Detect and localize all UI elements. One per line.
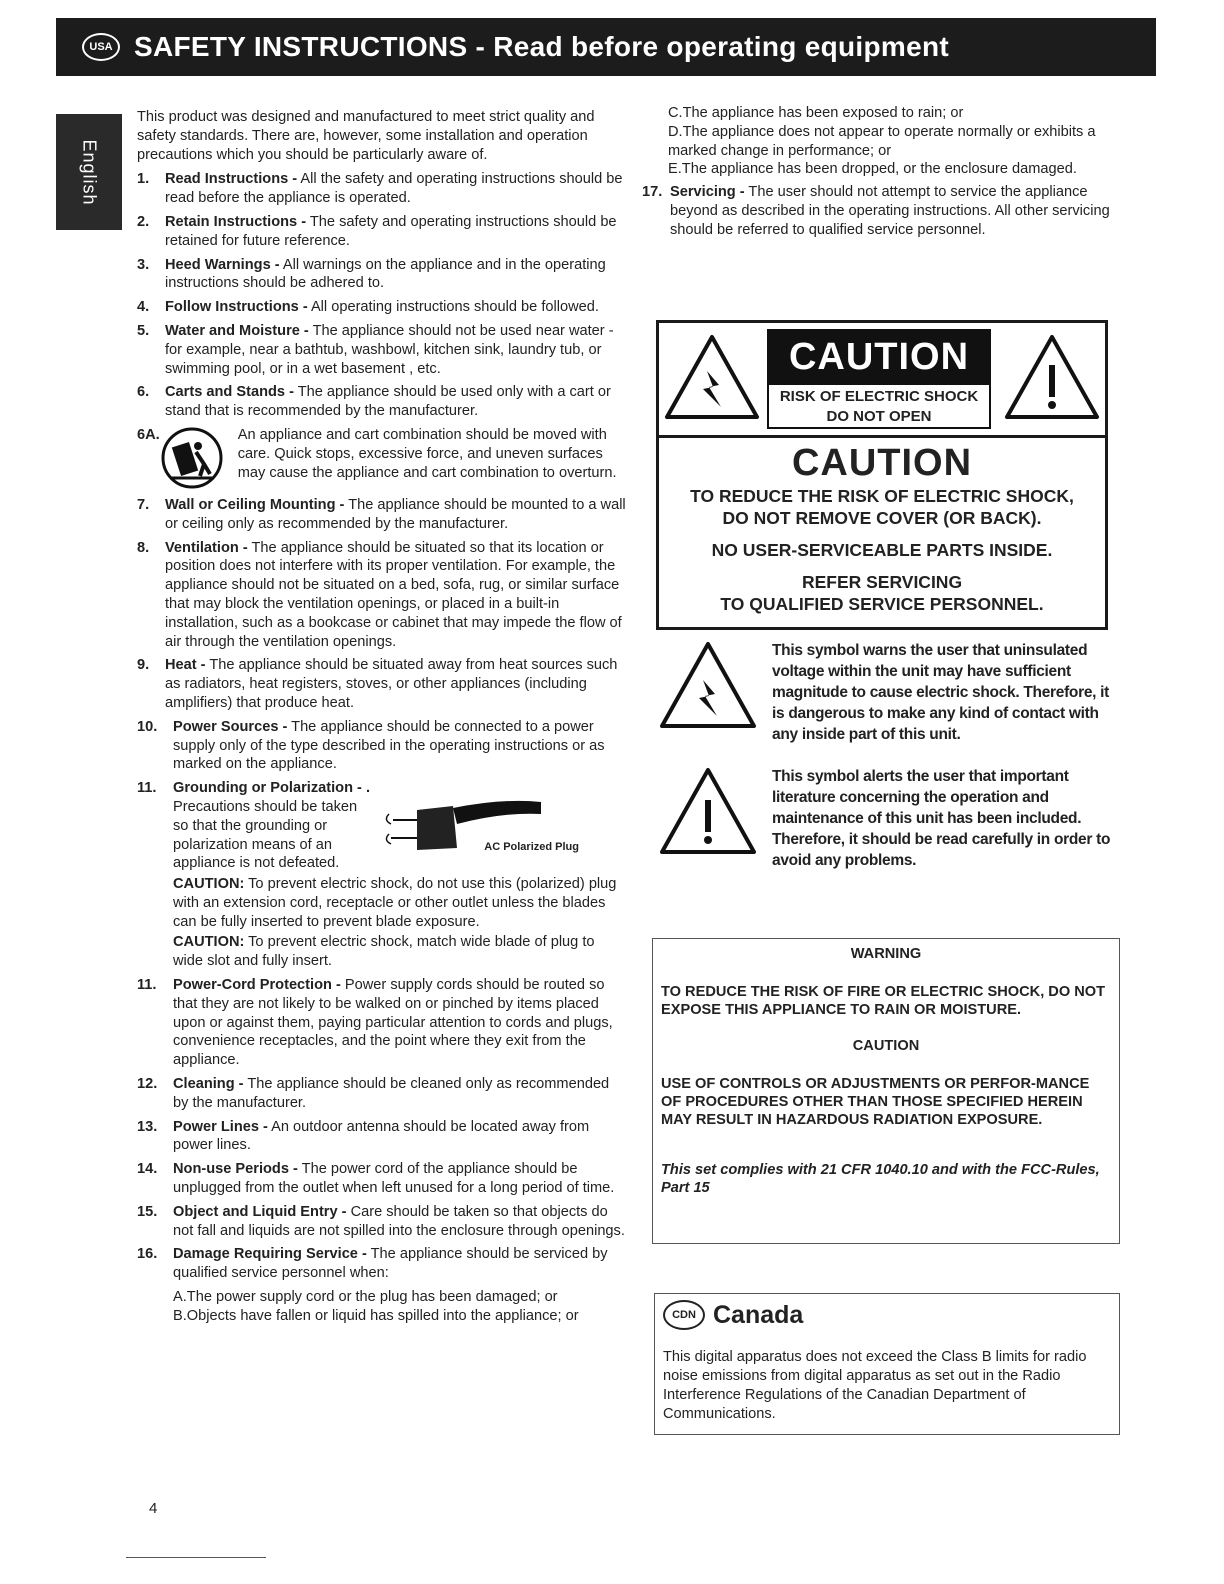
item-title: Water and Moisture - xyxy=(165,322,309,339)
caution-label: CAUTION: xyxy=(173,934,245,951)
item-number: 16. xyxy=(137,1246,158,1263)
item-number: 11. xyxy=(137,780,157,797)
symbol-2-text: This symbol alerts the user that important literature concerning the operation and maintenance of this unit has been included. Therefore, it should be read carefully in order to avoid any problems. xyxy=(772,768,1111,869)
item-text: Power supply cords should be routed so that they are not likely to be walked on or pinched by items placed upon or against them, paying particular attention to cords and plugs, convenience receptacles, and the point where they exit from the appliance. xyxy=(173,977,613,1069)
exclamation-warning-icon xyxy=(1003,333,1101,421)
item-title: Non-use Periods - xyxy=(173,1161,298,1178)
item-title: Retain Instructions - xyxy=(165,213,307,230)
ac-plug-figure xyxy=(383,798,583,858)
item-number: 4. xyxy=(137,299,150,316)
item-text: The appliance should be mounted to a wall or ceiling only as recommended by the manufacturer. xyxy=(165,496,626,532)
item-text: The power cord of the appliance should be unplugged from the outlet when left unused for a long period of time. xyxy=(173,1161,615,1197)
item-number: 10. xyxy=(137,718,158,735)
warning-text: TO REDUCE THE RISK OF FIRE OR ELECTRIC SHOCK, DO NOT EXPOSE THIS APPLIANCE TO RAIN OR MOISTURE. xyxy=(661,984,1106,1018)
electric-shock-symbol-icon xyxy=(658,640,758,730)
canada-title: Canada xyxy=(713,1300,804,1329)
item-11-grounding xyxy=(137,779,627,971)
plug-label: AC Polarized Plug xyxy=(484,840,579,853)
item-number: 8. xyxy=(137,539,150,556)
list-item xyxy=(137,1203,627,1241)
item-17 xyxy=(642,183,1110,239)
list-item xyxy=(137,496,627,534)
item-16-b: B.Objects have fallen or liquid has spilled into the appliance; or xyxy=(173,1307,579,1324)
warning-box xyxy=(652,938,1120,1244)
list-item xyxy=(137,1160,627,1198)
item-title: Wall or Ceiling Mounting - xyxy=(165,496,345,513)
risk-line-2: DO NOT OPEN xyxy=(826,408,932,425)
caution-line-4: REFER SERVICING xyxy=(801,572,963,592)
list-item xyxy=(137,976,627,1070)
item-number: 14. xyxy=(137,1161,158,1178)
caution-title: CAUTION xyxy=(852,1038,920,1054)
list-item xyxy=(137,383,627,421)
page-title: SAFETY INSTRUCTIONS - Read before operating equipment xyxy=(134,31,950,62)
list-item xyxy=(137,170,627,208)
caution-line-3: NO USER-SERVICEABLE PARTS INSIDE. xyxy=(711,540,1053,560)
list-item xyxy=(137,1245,627,1283)
caution-label-box xyxy=(656,320,1108,630)
electric-shock-warning-icon xyxy=(663,333,761,421)
item-title: Carts and Stands - xyxy=(165,384,294,401)
canada-text: This digital apparatus does not exceed the Class B limits for radio noise emissions from digital apparatus as set out in the Radio Interference Regulations of the Canadian Department of Communications. xyxy=(663,1349,1087,1422)
list-item xyxy=(137,213,627,251)
symbol-1-text: This symbol warns the user that uninsulated voltage within the unit may have sufficient magnitude to cause electric shock. Therefore, it is dangerous to make any kind of contact with any inside part of this unit. xyxy=(772,642,1110,743)
item-number: 6A. xyxy=(137,426,160,443)
item-16-d: D.The appliance does not appear to operate normally or exhibits a marked change in performance; or xyxy=(668,123,1096,159)
item-title: Power-Cord Protection - xyxy=(173,977,341,994)
item-title: Power Lines - xyxy=(173,1118,268,1135)
item-number: 3. xyxy=(137,256,150,273)
item-title: Damage Requiring Service - xyxy=(173,1246,367,1263)
item-number: 6. xyxy=(137,384,150,401)
page-number: 4 xyxy=(149,1500,158,1517)
list-item xyxy=(137,539,627,652)
item-text: All warnings on the appliance and in the operating instructions should be adhered to. xyxy=(165,256,606,292)
item-title: Ventilation - xyxy=(165,539,248,556)
risk-line-1: RISK OF ELECTRIC SHOCK xyxy=(779,388,979,405)
item-text: The appliance should be used only with a cart or stand that is recommended by the manufacturer. xyxy=(165,384,611,420)
item-title: Cleaning - xyxy=(173,1076,244,1093)
item-6a-text: An appliance and cart combination should be moved with care. Quick stops, excessive force, and uneven surfaces may cause the appliance and cart combination to overturn. xyxy=(237,426,617,481)
item-number: 11. xyxy=(137,977,157,994)
item-number: 15. xyxy=(137,1203,158,1220)
caution-line-2: DO NOT REMOVE COVER (OR BACK). xyxy=(722,508,1042,528)
item-title: Grounding or Polarization - . xyxy=(173,780,371,797)
caution-line-5: TO QUALIFIED SERVICE PERSONNEL. xyxy=(720,594,1044,614)
caution-label: CAUTION xyxy=(767,329,991,385)
item-title: Read Instructions - xyxy=(165,171,298,188)
caution-line-1: TO REDUCE THE RISK OF ELECTRIC SHOCK, xyxy=(690,486,1074,506)
warning-title: WARNING xyxy=(850,946,922,962)
caution-text: To prevent electric shock, do not use this (polarized) plug with an extension cord, receptacle or other outlet unless the blades can be fully inserted to prevent blade exposure. xyxy=(173,876,617,930)
cart-tip-over-icon xyxy=(160,426,224,490)
item-number: 5. xyxy=(137,322,150,339)
item-number: 1. xyxy=(137,171,150,188)
left-column xyxy=(137,108,627,1326)
caution-label: CAUTION: xyxy=(173,876,245,893)
item-title: Heat - xyxy=(165,657,206,674)
item-6a xyxy=(137,426,627,490)
item-text: The appliance should be situated away from heat sources such as radiators, heat registers, stoves, or other appliances (including amplifiers) that produce heat. xyxy=(165,657,618,711)
usa-badge: USA xyxy=(82,33,120,61)
item-number: 2. xyxy=(137,213,150,230)
caution-header xyxy=(767,329,991,433)
language-label: English xyxy=(79,138,100,206)
item-number: 13. xyxy=(137,1118,158,1135)
language-tab[interactable] xyxy=(56,114,122,230)
intro-text: This product was designed and manufactured to meet strict quality and safety standards. There are, however, some installation and operation precautions which you should be particularly aware of. xyxy=(137,109,595,163)
item-title: Object and Liquid Entry - xyxy=(173,1203,347,1220)
item-16-c: C.The appliance has been exposed to rain; or xyxy=(668,105,964,121)
item-text: The appliance should not be used near water - for example, near a bathtub, washbowl, kitchen sink, laundry tub, or swimming pool, or in a wet basement , etc. xyxy=(165,322,614,377)
item-text: Precautions should be taken so that the grounding or polarization means of an appliance is not defeated. xyxy=(173,798,358,872)
list-item xyxy=(137,322,627,378)
item-text: Care should be taken so that objects do not fall and liquids are not spilled into the enclosure through openings. xyxy=(173,1203,625,1239)
list-item xyxy=(137,298,627,317)
item-text: All the safety and operating instructions should be read before the appliance is operated. xyxy=(165,171,623,207)
item-text: The user should not attempt to service the appliance beyond as described in the operating instructions. All other servicing should be referred to qualified service personnel. xyxy=(670,184,1110,238)
fcc-compliance-text: This set complies with 21 CFR 1040.10 and with the FCC-Rules, Part 15 xyxy=(661,1162,1100,1196)
caution-text: To prevent electric shock, match wide blade of plug to wide slot and fully insert. xyxy=(173,934,595,970)
item-number: 9. xyxy=(137,657,150,674)
item-text: The appliance should be serviced by qualified service personnel when: xyxy=(173,1246,608,1282)
item-number: 12. xyxy=(137,1076,158,1093)
caution-text: USE OF CONTROLS OR ADJUSTMENTS OR PERFOR-MANCE OF PROCEDURES OTHER THAN THOSE SPECIFIED HEREIN MAY RESULT IN HAZARDOUS RADIATION EXPOSURE. xyxy=(661,1076,1090,1128)
caution-heading: CAUTION xyxy=(791,442,973,484)
item-16-a: A.The power supply cord or the plug has been damaged; or xyxy=(173,1289,558,1306)
item-text: The appliance should be connected to a power supply only of the type described in the operating instructions or as marked on the appliance. xyxy=(173,718,605,773)
cdn-badge: CDN xyxy=(663,1300,705,1330)
item-title: Heed Warnings - xyxy=(165,256,280,273)
page-header xyxy=(56,18,1156,76)
canada-box xyxy=(654,1293,1120,1435)
symbol-explanation-2 xyxy=(658,766,1118,871)
item-title: Servicing - xyxy=(670,184,745,201)
list-item xyxy=(137,718,627,774)
list-item xyxy=(137,1075,627,1113)
item-text: The appliance should be situated so that its location or position does not interfere with its proper ventilation. For example, the appliance should not be situated on a bed, sofa, rug, or similar surface that may block the ventilation openings, or placed in a built-in installation, such as a bookcase or cabinet that may impede the flow of air through the ventilation openings. xyxy=(165,539,622,650)
item-text: The appliance should be cleaned only as recommended by the manufacturer. xyxy=(173,1076,610,1111)
right-column xyxy=(642,104,1110,245)
list-item xyxy=(137,656,627,712)
item-number: 17. xyxy=(642,184,663,201)
item-number: 7. xyxy=(137,496,150,513)
exclamation-symbol-icon xyxy=(658,766,758,856)
item-title: Follow Instructions - xyxy=(165,299,308,316)
list-item xyxy=(137,256,627,294)
item-title: Power Sources - xyxy=(173,718,288,735)
divider xyxy=(126,1557,266,1558)
item-16-e: E.The appliance has been dropped, or the enclosure damaged. xyxy=(668,161,1077,178)
item-text: The safety and operating instructions should be retained for future reference. xyxy=(165,213,617,249)
list-item xyxy=(137,1118,627,1156)
item-text: An outdoor antenna should be located away from power lines. xyxy=(173,1118,590,1154)
item-text: All operating instructions should be followed. xyxy=(307,299,599,316)
symbol-explanation-1 xyxy=(658,640,1118,745)
